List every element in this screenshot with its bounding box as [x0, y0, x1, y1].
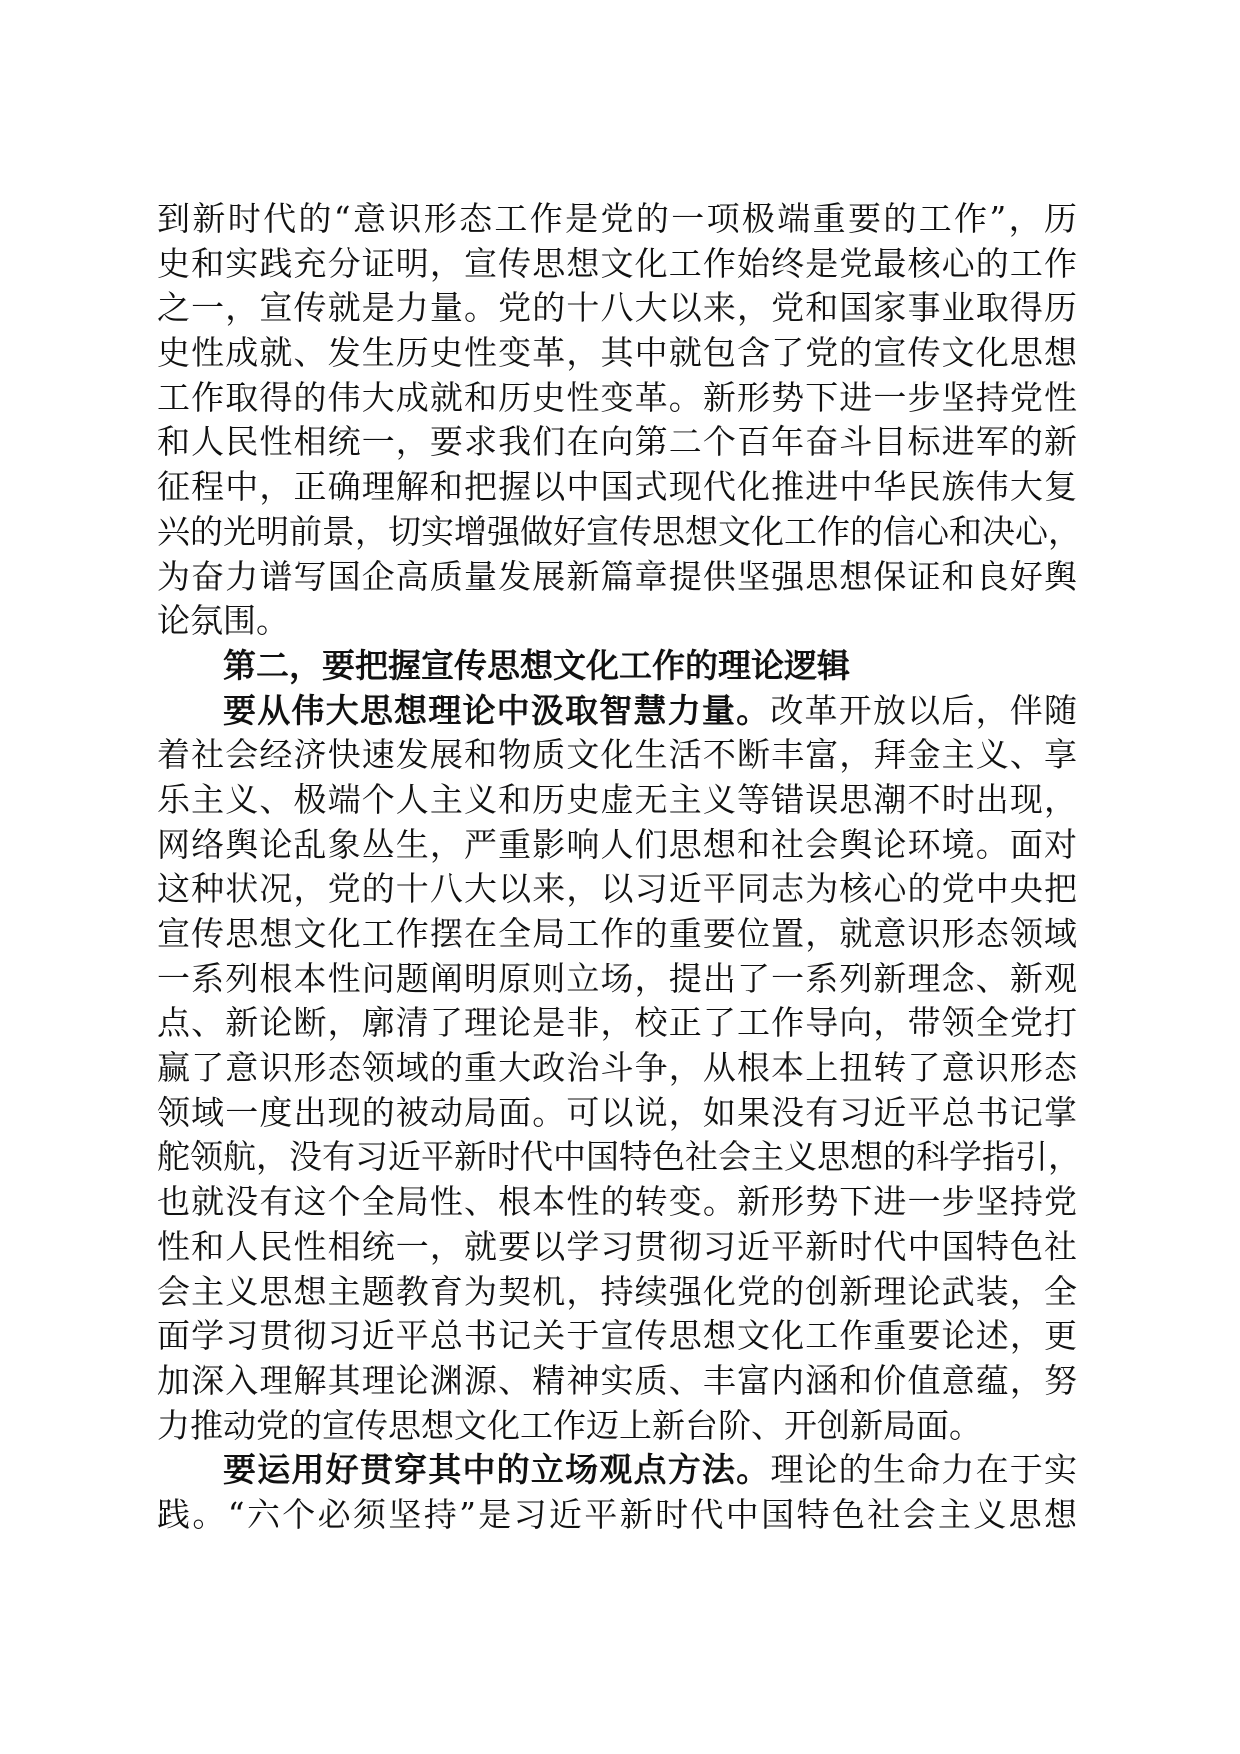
body-line: 论氛围。 — [157, 601, 289, 641]
body-line: 史性成就、发生历史性变革，其中就包含了党的宣传文化思想 — [157, 333, 1077, 373]
paragraph-first-line — [157, 689, 1077, 734]
paragraph-lead: 要运用好贯穿其中的立场观点方法。 — [223, 1450, 771, 1490]
body-line: 和人民性相统一，要求我们在向第二个百年奋斗目标进军的新 — [157, 422, 1077, 462]
body-line: 兴的光明前景，切实增强做好宣传思想文化工作的信心和决心， — [157, 511, 1081, 551]
body-line: 到新时代的“意识形态工作是党的一项极端重要的工作”，历 — [157, 199, 1077, 238]
body-line: 乐主义、极端个人主义和历史虚无主义等错误思潮不时出现， — [157, 779, 1077, 819]
body-line: 践。“六个必须坚持”是习近平新时代中国特色社会主义思想 — [157, 1494, 1077, 1534]
paragraph-text: 理论的生命力在于实 — [770, 1450, 1078, 1490]
body-line: 赢了意识形态领域的重大政治斗争，从根本上扭转了意识形态 — [157, 1048, 1077, 1088]
document-body — [157, 197, 1081, 1538]
body-line: 加深入理解其理论渊源、精神实质、丰富内涵和价值意蕴，努 — [157, 1360, 1077, 1400]
body-line: 网络舆论乱象丛生，严重影响人们思想和社会舆论环境。面对 — [157, 824, 1077, 864]
body-line: 会主义思想主题教育为契机，持续强化党的创新理论武装，全 — [157, 1271, 1077, 1311]
body-line: 力推动党的宣传思想文化工作迈上新台阶、开创新局面。 — [157, 1405, 982, 1445]
body-line: 史和实践充分证明，宣传思想文化工作始终是党最核心的工作 — [157, 243, 1077, 283]
paragraph-first-line — [157, 1448, 1077, 1493]
body-line: 也就没有这个全局性、根本性的转变。新形势下进一步坚持党 — [157, 1182, 1077, 1222]
body-line: 点、新论断，廓清了理论是非，校正了工作导向，带领全党打 — [157, 1003, 1077, 1043]
body-line: 这种状况，党的十八大以来，以习近平同志为核心的党中央把 — [157, 869, 1077, 909]
body-line: 征程中，正确理解和把握以中国式现代化推进中华民族伟大复 — [157, 467, 1077, 507]
body-line: 工作取得的伟大成就和历史性变革。新形势下进一步坚持党性 — [157, 377, 1077, 417]
body-line: 为奋力谱写国企高质量发展新篇章提供坚强思想保证和良好舆 — [157, 556, 1077, 596]
body-line: 舵领航，没有习近平新时代中国特色社会主义思想的科学指引， — [157, 1137, 1081, 1177]
paragraph-text: 改革开放以后，伴随 — [770, 690, 1078, 730]
section-heading: 第二，要把握宣传思想文化工作的理论逻辑 — [223, 645, 850, 685]
body-line: 着社会经济快速发展和物质文化生活不断丰富，拜金主义、享 — [157, 735, 1077, 775]
body-line: 性和人民性相统一，就要以学习贯彻习近平新时代中国特色社 — [157, 1226, 1077, 1266]
body-line: 领域一度出现的被动局面。可以说，如果没有习近平总书记掌 — [157, 1092, 1077, 1132]
body-line: 之一，宣传就是力量。党的十八大以来，党和国家事业取得历 — [157, 288, 1077, 328]
paragraph-lead: 要从伟大思想理论中汲取智慧力量。 — [223, 690, 771, 730]
body-line: 一系列根本性问题阐明原则立场，提出了一系列新理念、新观 — [157, 958, 1077, 998]
body-line: 面学习贯彻习近平总书记关于宣传思想文化工作重要论述，更 — [157, 1316, 1077, 1356]
body-line: 宣传思想文化工作摆在全局工作的重要位置，就意识形态领域 — [157, 914, 1077, 953]
